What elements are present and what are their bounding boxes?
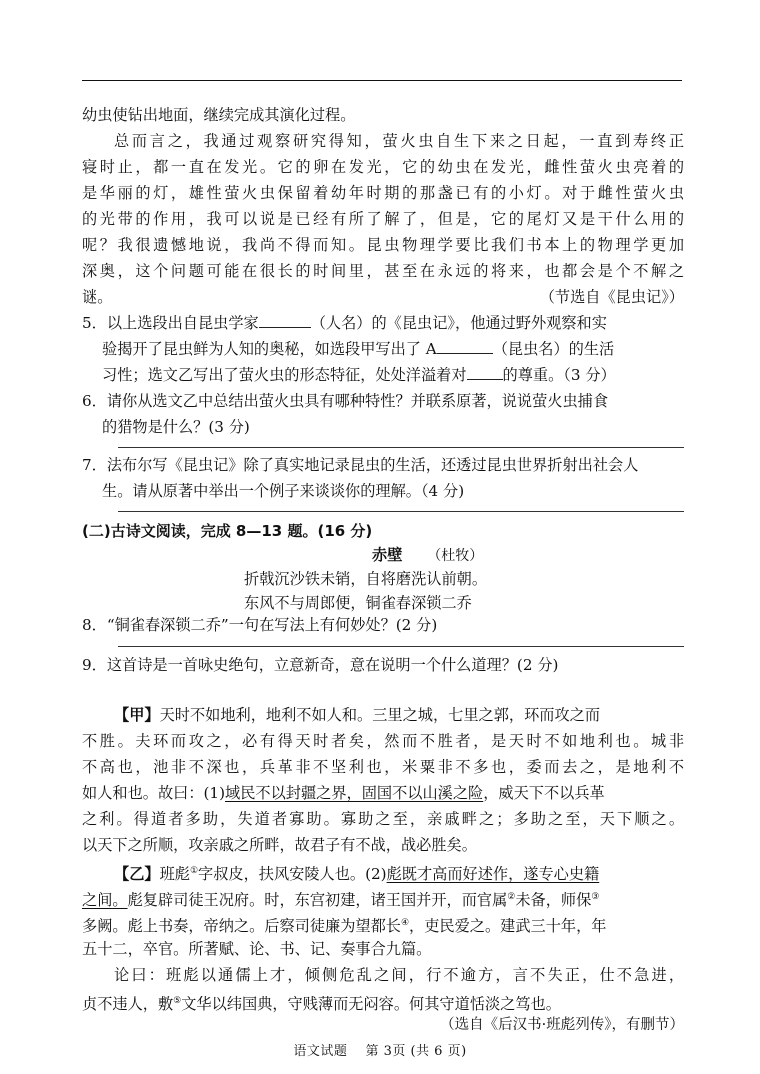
passage-source: （节选自《昆虫记》） — [539, 288, 684, 306]
question-5-line3 — [102, 362, 684, 388]
question-5 — [82, 310, 684, 336]
passage-line: 的光带的作用，我可以说是已经有所了解了，但是，它的尾灯又是干什么用的 — [82, 210, 684, 228]
section-heading: (二)古诗文阅读，完成 8—13 题。(16 分) — [82, 522, 373, 540]
passage-line: 是华丽的灯，雄性萤火虫保留着幼年时期的那盏已有的小灯。对于雌性萤火虫 — [82, 184, 684, 202]
question-5-line2 — [102, 336, 684, 362]
q5-text: 的尊重。（3 分） — [502, 366, 616, 384]
answer-blank[interactable] — [437, 337, 493, 354]
yi-text: 未备，师保 — [515, 891, 592, 910]
yi-line — [114, 858, 684, 884]
yi-text: 班彪 — [159, 865, 190, 884]
jia-label: 【甲】 — [114, 706, 160, 724]
poem-line: 东风不与周郎便，铜雀春深锁二乔 — [244, 594, 472, 612]
lun-line — [82, 988, 684, 1014]
yi-underlined-sentence: 之间。 — [82, 891, 128, 910]
q5-text: 习性；选文乙写出了萤火虫的形态特征，处处洋溢着对 — [102, 366, 467, 384]
question-6-line2: 的猎物是什么？(3 分) — [102, 418, 250, 436]
jia-line: 不胜。夫环而攻之，必有得天时者矣，然而不胜者，是天时不如地利也。城非 — [82, 732, 684, 750]
jia-line: 以天下之所顺，攻亲戚之所畔，故君子有不战，战必胜矣。 — [82, 836, 477, 854]
yi-label: 【乙】 — [114, 865, 160, 884]
poem-line: 折戟沉沙铁未销，自将磨洗认前朝。 — [244, 570, 487, 588]
jia-line: 不高也，池非不深也，兵革非不坚利也，米粟非不多也，委而去之，是地利不 — [82, 758, 684, 776]
poem-heading — [372, 542, 552, 568]
answer-line[interactable] — [118, 646, 684, 647]
lun-source: （选自《后汉书·班彪列传》，有删节） — [440, 1017, 684, 1033]
footnote-mark: ⑤ — [173, 996, 182, 1006]
question-7: 7．法布尔写《昆虫记》除了真实地记录昆虫的生活，还透过昆虫世界折射出社会人 — [82, 456, 639, 474]
question-7-line2: 生。请从原著中举出一个例子来谈谈你的理解。（4 分) — [102, 482, 465, 500]
yi-text: 字叔皮，扶风安陵人也。(2) — [198, 865, 387, 884]
question-8: 8．“铜雀春深锁二乔”一句在写法上有何妙处？(2 分) — [82, 616, 438, 634]
footnote-mark: ① — [189, 866, 199, 876]
yi-line — [82, 910, 684, 936]
lun-text: 文华以纬国典，守贱薄而无闷容。何其守道恬淡之笃也。 — [181, 995, 561, 1014]
yi-line — [82, 884, 684, 910]
jia-text: 如人和也。故曰：(1) — [82, 784, 226, 802]
q5-text: 5．以上选段出自昆虫学家 — [82, 314, 259, 332]
jia-line — [82, 780, 684, 806]
yi-underlined-sentence: 彪既才高而好述作，遂专心史籍 — [386, 865, 600, 884]
answer-line[interactable] — [118, 447, 684, 448]
passage-line: 幼虫使钻出地面，继续完成其演化过程。 — [82, 106, 356, 124]
poem-author: （杜牧） — [427, 548, 484, 564]
footnote-mark: ② — [507, 892, 516, 902]
answer-line[interactable] — [118, 511, 684, 512]
lun-text: 贞不违人，敷 — [82, 995, 174, 1014]
footnote-mark: ③ — [591, 892, 600, 902]
passage-line: 谜。 — [82, 288, 113, 306]
jia-text: 天时不如地利，地利不如人和。三里之城，七里之郭，环而攻之而 — [159, 706, 600, 724]
jia-line: 之利。得道者多助，失道者寡助。寡助之至，亲戚畔之；多助之至，天下顺之。 — [82, 810, 684, 828]
yi-text: 多阙。彪上书奏，帝纳之。后察司徒廉为望都长 — [82, 917, 401, 936]
passage-line: 寝时止，都一直在发光。它的卵在发光，它的幼虫在发光，雌性萤火虫亮着的 — [82, 158, 684, 176]
question-9: 9．这首诗是一首咏史绝句，立意新奇，意在说明一个什么道理？(2 分) — [82, 656, 559, 674]
yi-text: 彪复辟司徒王况府。时，东宫初建，诸王国并开，而官属 — [127, 891, 508, 910]
yi-text: ，吏民爱之。建武三十年，年 — [409, 917, 607, 936]
passage-line: 深奥，这个问题可能在很长的时间里，甚至在永远的将来，也都会是个不解之 — [82, 262, 684, 280]
q5-text: （人名）的《昆虫记》，他通过野外观察和实 — [310, 314, 607, 332]
page-footer: 语文试题 第 3页 (共 6 页) — [293, 1044, 467, 1059]
lun-line: 论曰：班彪以通儒上才，倾侧危乱之间，行不逾方，言不失正，仕不急进， — [114, 966, 684, 984]
header-rule — [82, 80, 682, 81]
answer-blank[interactable] — [467, 363, 503, 380]
q5-text: 验揭开了昆虫鲜为人知的奥秘，如选段甲写出了 A — [102, 340, 437, 358]
footnote-mark: ④ — [400, 918, 410, 928]
yi-line: 五十二，卒官。所著赋、论、书、记、奏事合九篇。 — [82, 940, 432, 958]
jia-line — [114, 702, 684, 728]
answer-blank[interactable] — [259, 311, 311, 328]
jia-underlined-sentence: 域民不以封疆之界，固国不以山溪之险 — [225, 784, 484, 802]
poem-title: 赤壁 — [372, 546, 403, 564]
q5-text: （昆虫名）的生活 — [492, 340, 615, 358]
passage-line: 呢？我很遗憾地说，我尚不得而知。昆虫物理学要比我们书本上的物理学更加 — [82, 236, 684, 254]
passage-line: 总而言之，我通过观察研究得知，萤火虫自生下来之日起，一直到寿终正 — [114, 132, 684, 150]
jia-text: ，威天下不以兵革 — [483, 784, 605, 802]
question-6: 6．请你从选文乙中总结出萤火虫具有哪种特性？并联系原著，说说萤火虫捕食 — [82, 392, 609, 410]
